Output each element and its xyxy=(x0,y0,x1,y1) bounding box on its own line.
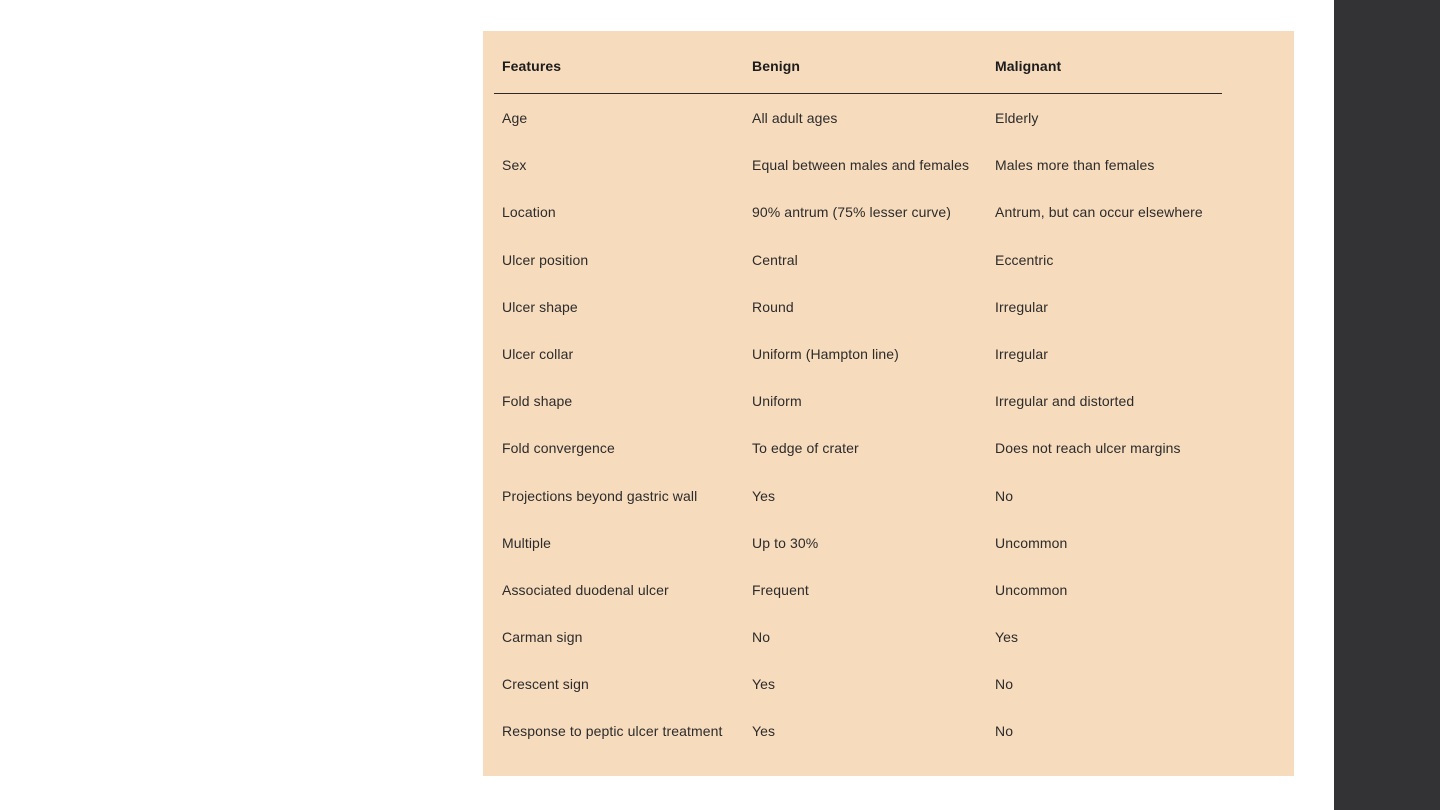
table-inner xyxy=(494,31,1222,755)
cell-benign: Equal between males and females xyxy=(752,157,970,174)
cell-malignant: No xyxy=(995,676,1014,693)
comparison-table xyxy=(483,31,1294,776)
cell-malignant: No xyxy=(995,723,1014,740)
cell-feature: Ulcer position xyxy=(502,251,589,268)
cell-feature: Associated duodenal ulcer xyxy=(502,581,669,598)
table-row xyxy=(494,94,1222,141)
cell-feature: Fold shape xyxy=(502,393,573,410)
header-malignant: Malignant xyxy=(995,58,1062,74)
cell-malignant: Males more than females xyxy=(995,157,1155,174)
cell-benign: Uniform (Hampton line) xyxy=(752,345,899,362)
cell-feature: Ulcer shape xyxy=(502,298,578,315)
cell-malignant: Irregular and distorted xyxy=(995,393,1135,410)
cell-feature: Age xyxy=(502,110,528,126)
table-row xyxy=(494,707,1222,754)
table-row xyxy=(494,330,1222,377)
cell-benign: Central xyxy=(752,251,798,268)
table-row xyxy=(494,188,1222,235)
table-row xyxy=(494,377,1222,424)
cell-malignant: No xyxy=(995,487,1014,504)
table-header-row xyxy=(494,31,1222,94)
table-body xyxy=(494,94,1222,755)
cell-benign: Yes xyxy=(752,676,776,693)
cell-benign: To edge of crater xyxy=(752,440,859,457)
cell-feature: Multiple xyxy=(502,534,552,551)
cell-feature: Ulcer collar xyxy=(502,345,574,362)
table-row xyxy=(494,141,1222,188)
cell-benign: Up to 30% xyxy=(752,534,819,551)
table-row xyxy=(494,519,1222,566)
table-row xyxy=(494,566,1222,613)
cell-feature: Fold convergence xyxy=(502,440,615,457)
header-benign: Benign xyxy=(752,58,801,74)
cell-benign: Yes xyxy=(752,487,776,504)
cell-malignant: Irregular xyxy=(995,345,1049,362)
cell-benign: 90% antrum (75% lesser curve) xyxy=(752,204,951,221)
cell-benign: Yes xyxy=(752,723,776,740)
cell-malignant: Uncommon xyxy=(995,581,1068,598)
cell-feature: Projections beyond gastric wall xyxy=(502,487,698,504)
table-row xyxy=(494,283,1222,330)
cell-benign: Uniform xyxy=(752,393,802,410)
cell-malignant: Does not reach ulcer margins xyxy=(995,440,1181,457)
cell-feature: Location xyxy=(502,204,556,221)
cell-feature: Response to peptic ulcer treatment xyxy=(502,723,723,740)
cell-malignant: Antrum, but can occur elsewhere xyxy=(995,204,1203,221)
side-panel xyxy=(1334,0,1440,810)
cell-feature: Crescent sign xyxy=(502,676,589,693)
table-row xyxy=(494,236,1222,283)
cell-benign: No xyxy=(752,629,771,646)
cell-malignant: Irregular xyxy=(995,298,1049,315)
table-row xyxy=(494,613,1222,660)
cell-benign: Frequent xyxy=(752,581,809,598)
cell-benign: Round xyxy=(752,298,794,315)
cell-benign: All adult ages xyxy=(752,110,838,126)
cell-malignant: Eccentric xyxy=(995,251,1054,268)
cell-feature: Sex xyxy=(502,157,527,174)
header-features: Features xyxy=(502,58,562,74)
table-row xyxy=(494,660,1222,707)
table-row xyxy=(494,472,1222,519)
table-row xyxy=(494,424,1222,471)
cell-malignant: Yes xyxy=(995,629,1019,646)
cell-feature: Carman sign xyxy=(502,629,583,646)
cell-malignant: Uncommon xyxy=(995,534,1068,551)
cell-malignant: Elderly xyxy=(995,110,1039,126)
